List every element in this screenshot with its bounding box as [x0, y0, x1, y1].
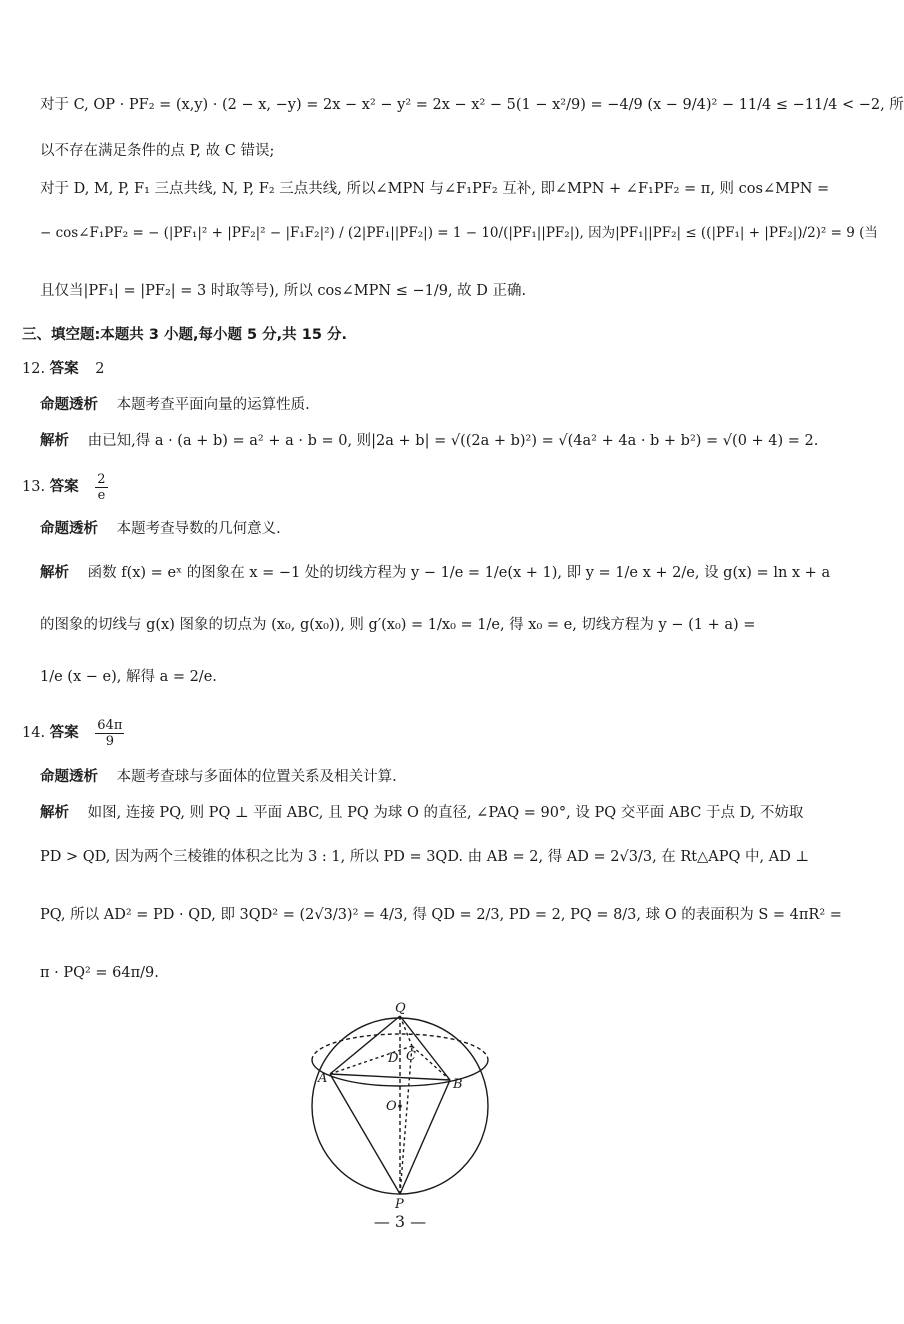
- q13-number: 13.: [22, 479, 46, 495]
- q14-number: 14.: [22, 725, 46, 741]
- q14-solution-label: 解析: [40, 805, 69, 821]
- label-c: C: [406, 1049, 416, 1064]
- edge-pa: [330, 1074, 400, 1194]
- q14-answer-row: [22, 716, 776, 750]
- q14-answer-label: 答案: [49, 725, 79, 741]
- edge-bc: [412, 1046, 450, 1080]
- q12-number: 12.: [22, 361, 46, 377]
- q13-solution-label: 解析: [40, 565, 69, 581]
- q14-answer-fraction: [95, 718, 124, 749]
- q12-answer: 2: [95, 361, 105, 377]
- sphere-figure: [300, 1000, 500, 1210]
- q14-solution-row: [40, 802, 804, 824]
- q12-solution: 由已知,得 a · (a + b) = a² + a · b = 0, 则|2a + b| = √((2a + b)²) = √(4a² + 4a · b + b²) = √(0 + 4) = 2.: [87, 433, 819, 449]
- label-d: D: [388, 1051, 399, 1066]
- q13-answer-denominator: e: [97, 487, 106, 503]
- q12-solution-row: [40, 430, 819, 452]
- q12-answer-row: [22, 358, 776, 380]
- edge-qb: [400, 1016, 450, 1080]
- q12-focus-label: 命题透析: [40, 397, 98, 413]
- q12-answer-label: 答案: [49, 361, 79, 377]
- q14-solution-1: 如图, 连接 PQ, 则 PQ ⊥ 平面 ABC, 且 PQ 为球 O 的直径, ∠PAQ = 90°, 设 PQ 交平面 ABC 于点 D, 不妨取: [87, 805, 804, 821]
- q14-focus-row: [40, 766, 776, 788]
- q14-focus-label: 命题透析: [40, 769, 98, 785]
- q13-focus-row: [40, 518, 776, 540]
- page-number: — 3 —: [373, 1212, 427, 1231]
- edge-ab: [330, 1074, 450, 1080]
- label-p: P: [395, 1197, 404, 1212]
- label-a: A: [318, 1071, 328, 1086]
- q13-solution-line-2: 的图象的切线与 g(x) 图象的切点为 (x₀, g(x₀)), 则 g′(x₀) = 1/x₀ = 1/e, 得 x₀ = e, 切线方程为 y − (1 + a) =: [40, 617, 756, 633]
- text-line-c1: 对于 C, OP · PF₂ = (x,y) · (2 − x, −y) = 2x − x² − y² = 2x − x² − 5(1 − x²/9) = −4/9 (x − 9/4)² − 11/4 ≤ −11/4 < −2, 所: [40, 97, 904, 113]
- q14-solution-line-2: PD > QD, 因为两个三棱锥的体积之比为 3 : 1, 所以 PD = 3QD. 由 AB = 2, 得 AD = 2√3/3, 在 Rt△APQ 中, AD ⊥: [40, 849, 810, 865]
- q12-focus-row: [40, 394, 776, 416]
- q13-solution-1: 函数 f(x) = eˣ 的图象在 x = −1 处的切线方程为 y − 1/e = 1/e(x + 1), 即 y = 1/e x + 2/e, 设 g(x) = ln x + a: [87, 565, 831, 581]
- q13-focus-label: 命题透析: [40, 521, 98, 537]
- q13-focus: 本题考查导数的几何意义.: [116, 521, 281, 537]
- text-line-d2: − cos∠F₁PF₂ = − (|PF₁|² + |PF₂|² − |F₁F₂|²) / (2|PF₁||PF₂|) = 1 − 10/(|PF₁||PF₂|), 因为|PF₁||PF₂| ≤ ((|PF₁| + |PF₂|)/2)² = 9 (当: [40, 225, 878, 241]
- label-q: Q: [395, 1001, 406, 1016]
- q14-solution-line-3: PQ, 所以 AD² = PD · QD, 即 3QD² = (2√3/3)² = 4/3, 得 QD = 2/3, PD = 2, PQ = 8/3, 球 O 的表面积为 S = 4πR² =: [40, 907, 842, 923]
- q14-answer-denominator: 9: [105, 733, 114, 749]
- text-line-d1: 对于 D, M, P, F₁ 三点共线, N, P, F₂ 三点共线, 所以∠MPN 与∠F₁PF₂ 互补, 即∠MPN + ∠F₁PF₂ = π, 则 cos∠MPN =: [40, 181, 830, 197]
- q14-solution-line-4: π · PQ² = 64π/9.: [40, 965, 159, 981]
- label-b: B: [453, 1077, 463, 1092]
- section-heading: 三、填空题:本题共 3 小题,每小题 5 分,共 15 分.: [22, 327, 347, 343]
- q14-focus: 本题考查球与多面体的位置关系及相关计算.: [116, 769, 397, 785]
- q12-focus: 本题考查平面向量的运算性质.: [116, 397, 310, 413]
- q13-answer-numerator: 2: [97, 471, 106, 487]
- q12-solution-label: 解析: [40, 433, 69, 449]
- q14-answer-numerator: 64π: [97, 717, 123, 733]
- edge-qc: [400, 1016, 412, 1046]
- q13-answer-fraction: [95, 472, 107, 503]
- q13-solution-row: [40, 562, 831, 584]
- q13-answer-row: [22, 470, 776, 504]
- q13-solution-line-3: 1/e (x − e), 解得 a = 2/e.: [40, 669, 217, 685]
- text-line-d3: 且仅当|PF₁| = |PF₂| = 3 时取等号), 所以 cos∠MPN ≤ −1/9, 故 D 正确.: [40, 283, 527, 299]
- label-o: O: [386, 1099, 397, 1114]
- center-dot: [398, 1104, 402, 1108]
- q13-answer-label: 答案: [49, 479, 79, 495]
- text-line-c2: 以不存在满足条件的点 P, 故 C 错误;: [40, 143, 275, 159]
